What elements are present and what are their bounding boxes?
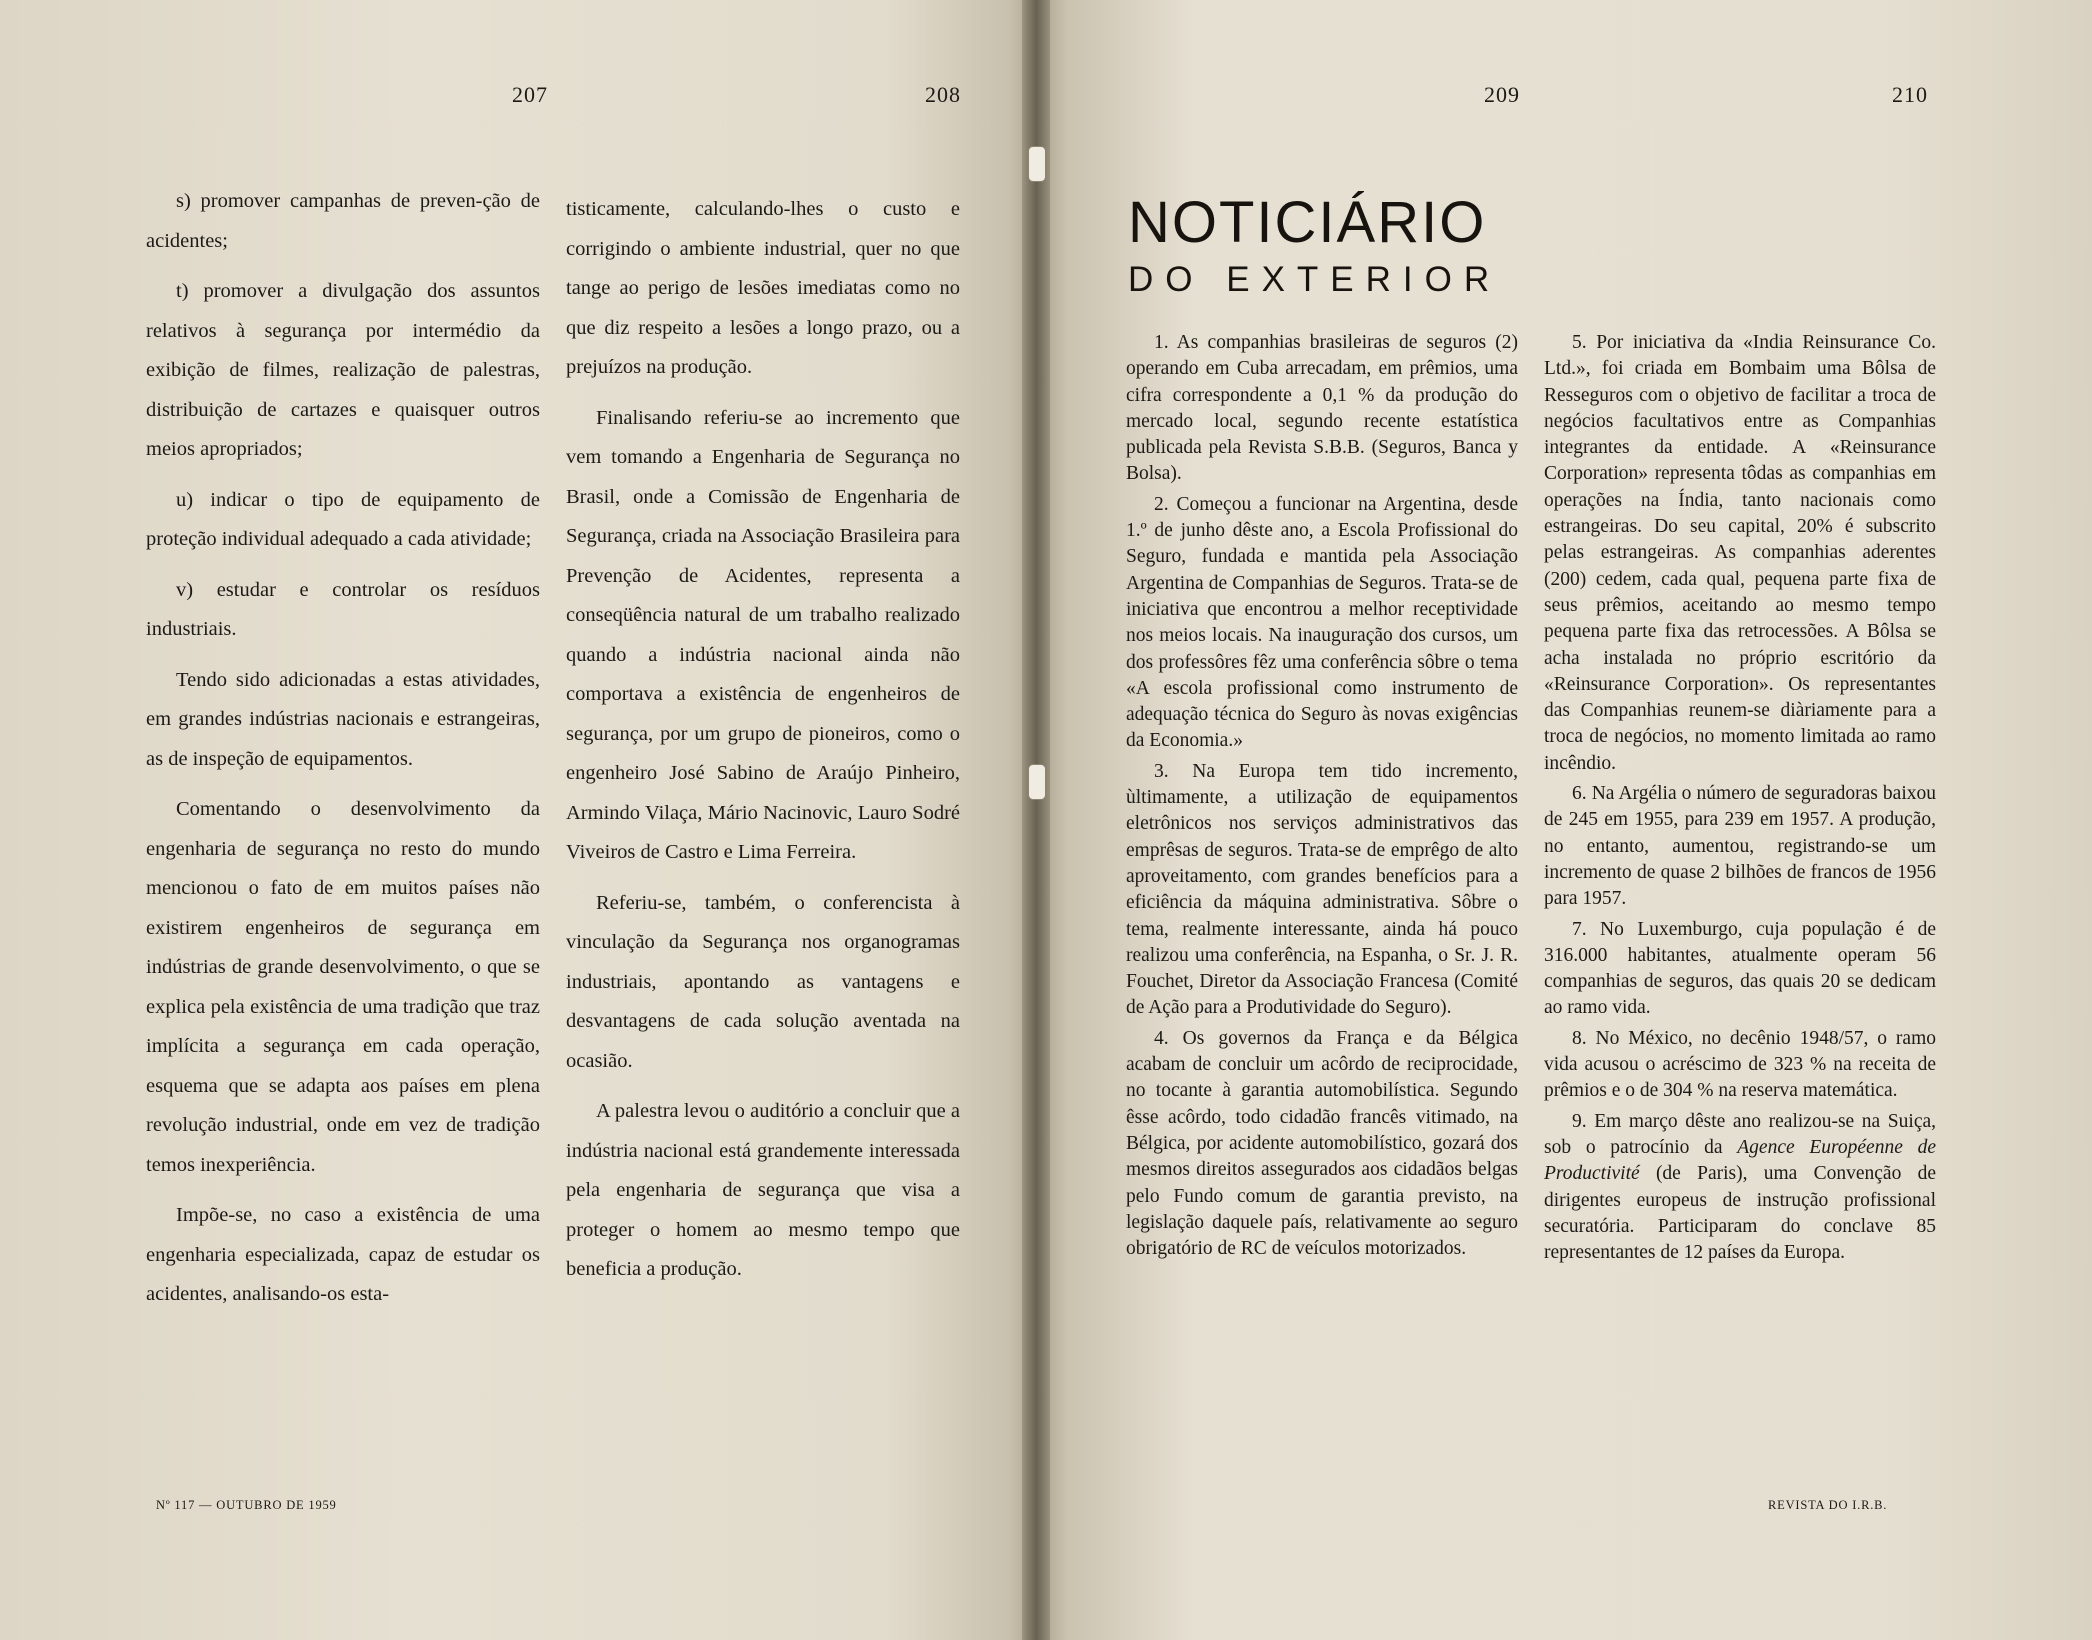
- left-page-column-1: [146, 182, 540, 1326]
- paragraph: Finalisando referiu-se ao incremento que vem tomando a Engenharia de Segurança no Brasil, onde a Comissão de Engenharia de Segurança, criada na Associação Brasileira para Prevenção de Acidentes, representa a conseqüência natural de um trabalho realizado quando a indústria nacional ainda não comportava a existência de engenheiros de segurança, por um grupo de pioneiros, como o engenheiro José Sabino de Araújo Pinheiro, Armindo Vilaça, Mário Nacinovic, Lauro Sodré Viveiros de Castro e Lima Ferreira.: [566, 406, 960, 863]
- agency-name-italic: Agence Européenne de Productivité: [1544, 1136, 1936, 1185]
- headline-line-2: DO EXTERIOR: [1128, 260, 1502, 299]
- paragraph: A palestra levou o auditório a concluir que a indústria nacional está grandemente interessada pela engenharia de segurança que visa a proteger o homem ao mesmo tempo que beneficia a produção.: [566, 1100, 960, 1280]
- footer-magazine-name: REVISTA DO I.R.B.: [1768, 1498, 1888, 1512]
- news-item-1: 1. As companhias brasileiras de seguros (2) operando em Cuba arrecadam, em prêmios, uma cifra correspondente a 0,1 % da produção do mercado local, segundo recente estatística publicada pela Revista S.B.B. (Seguros, Banca y Bolsa).: [1126, 332, 1518, 485]
- section-headline: [1128, 188, 1530, 304]
- left-page-column-2: [566, 190, 960, 1301]
- page-number-207: 207: [512, 82, 548, 107]
- news-item-5: 5. Por iniciativa da «India Reinsurance Co. Ltd.», foi criada em Bombaim uma Bôlsa de Resseguros com o objetivo de facilitar a troca de negócios facultativos entre as Companhias integrantes da entidade. A «Reinsurance Corporation» representa tôdas as companhias em operações na Índia, tanto nacionais como estrangeiras. Do seu capital, 20% é subscrito pelas estrangeiras. As companhias aderentes (200) cedem, cada qual, pequena parte fixa de seus prêmios, aceitando ao mesmo tempo pequena parte fixa das retrocessões. A Bôlsa se acha instalada no próprio escritório da «Reinsurance Corporation». Os representantes das Companhias reunem-se diàriamente para a troca de negócios, no momento limitada ao ramo incêndio.: [1544, 332, 1936, 774]
- binding-gutter: [1022, 0, 1050, 1640]
- news-item-7: 7. No Luxemburgo, cuja população é de 316.000 habitantes, atualmente operam 56 companhias de seguros, das quais 20 se dedicam ao ramo vida.: [1544, 918, 1936, 1019]
- news-item-4: 4. Os governos da França e da Bélgica acabam de concluir um acôrdo de reciprocidade, no tocante à garantia automobilística. Segundo êsse acôrdo, todo cidadão francês vitimado, na Bélgica, por acidente automobilístico, gozará dos mesmos direitos assegurados aos cidadãos belgas pelo Fundo comum de garantia previsto, na legislação daquele país, relativamente ao seguro obrigatório de RC de veículos motorizados.: [1126, 1027, 1518, 1260]
- paragraph: tisticamente, calculando-lhes o custo e corrigindo o ambiente industrial, quer no que tange ao perigo de lesões imediatas como no que diz respeito a lesões a longo prazo, ou a prejuízos na produção.: [566, 198, 960, 378]
- paragraph: Comentando o desenvolvimento da engenharia de segurança no resto do mundo mencionou o fato de em muitos países não existirem engenheiros de segurança em indústrias de grande desenvolvimento, o que se explica pela existência de uma tradição que traz implícita a segurança em cada operação, esquema que se adapta aos países em plena revolução industrial, onde em vez de tradição temos inexperiência.: [146, 798, 540, 1176]
- paragraph: Tendo sido adicionadas a estas atividades, em grandes indústrias nacionais e estrangeiras, as de inspeção de equipamentos.: [146, 668, 540, 770]
- paragraph: Impõe-se, no caso a existência de uma engenharia especializada, capaz de estudar os acidentes, analisando-os esta-: [146, 1204, 540, 1305]
- left-page: [0, 0, 1040, 1640]
- news-item-9: [1544, 1109, 1936, 1267]
- binding-stitch: [1028, 146, 1046, 182]
- paragraph: v) estudar e controlar os resíduos industriais.: [146, 578, 540, 640]
- paragraph: s) promover campanhas de preven-ção de acidentes;: [146, 190, 540, 252]
- news-item-2: 2. Começou a funcionar na Argentina, desde 1.º de junho dêste ano, a Escola Profissional do Seguro, fundada e mantida pela Associação Argentina de Companhias de Seguros. Trata-se de iniciativa que encontrou a melhor receptividade nos meios locais. Na inauguração dos cursos, um dos professôres fêz uma conferência sôbre o tema «A escola profissional como instrumento de adequação técnica do Seguro às novas exigências da Economia.»: [1126, 493, 1518, 752]
- news-item-6: 6. Na Argélia o número de seguradoras baixou de 245 em 1955, para 239 em 1957. A produção, no entanto, aumentou, registrando-se um incremento de quase 2 bilhões de francos de 1956 para 1957.: [1544, 783, 1936, 910]
- page-number-209: 209: [1484, 82, 1520, 107]
- binding-stitch: [1028, 764, 1046, 800]
- right-page-column-1: [1126, 330, 1518, 1266]
- paragraph: Referiu-se, também, o conferencista à vinculação da Segurança nos organogramas industriais, apontando as vantagens e desvantagens de cada solução aventada na ocasião.: [566, 891, 960, 1072]
- right-page-column-2: [1544, 330, 1936, 1270]
- paragraph: u) indicar o tipo de equipamento de proteção individual adequado a cada atividade;: [146, 488, 540, 550]
- page-number-210: 210: [1892, 82, 1928, 107]
- footer-issue-date: Nº 117 — OUTUBRO DE 1959: [156, 1498, 337, 1512]
- news-item-9-text-start: 9. Em março dêste ano realizou-se na Suiça, sob o patrocínio da: [1544, 1110, 1936, 1158]
- news-item-8: 8. No México, no decênio 1948/57, o ramo vida acusou o acréscimo de 323 % na receita de prêmios e o de 304 % na reserva matemática.: [1544, 1027, 1936, 1102]
- page-number-208: 208: [925, 82, 961, 107]
- paragraph: t) promover a divulgação dos assuntos relativos à segurança por intermédio da exibição de filmes, realização de palestras, distribuição de cartazes e quaisquer outros meios apropriados;: [146, 280, 540, 460]
- news-item-9-text-end: (de Paris), uma Convenção de dirigentes europeus de instrução profissional securatória. Participaram do conclave 85 representantes de 12 países da Europa.: [1544, 1163, 1936, 1264]
- news-item-3: 3. Na Europa tem tido incremento, ùltimamente, a utilização de equipamentos eletrônicos nos serviços administrativos das emprêsas de seguros. Trata-se de emprêgo de alto aproveitamento, com grandes benefícios para a eficiência da máquina administrativa. Sôbre o tema, realmente interessante, ainda há pouco realizou uma conferência, na Espanha, o Sr. J. R. Fouchet, Diretor da Associação Francesa (Comité de Ação para a Produtividade do Seguro).: [1126, 760, 1518, 1019]
- headline-line-1: NOTICIÁRIO: [1128, 190, 1487, 255]
